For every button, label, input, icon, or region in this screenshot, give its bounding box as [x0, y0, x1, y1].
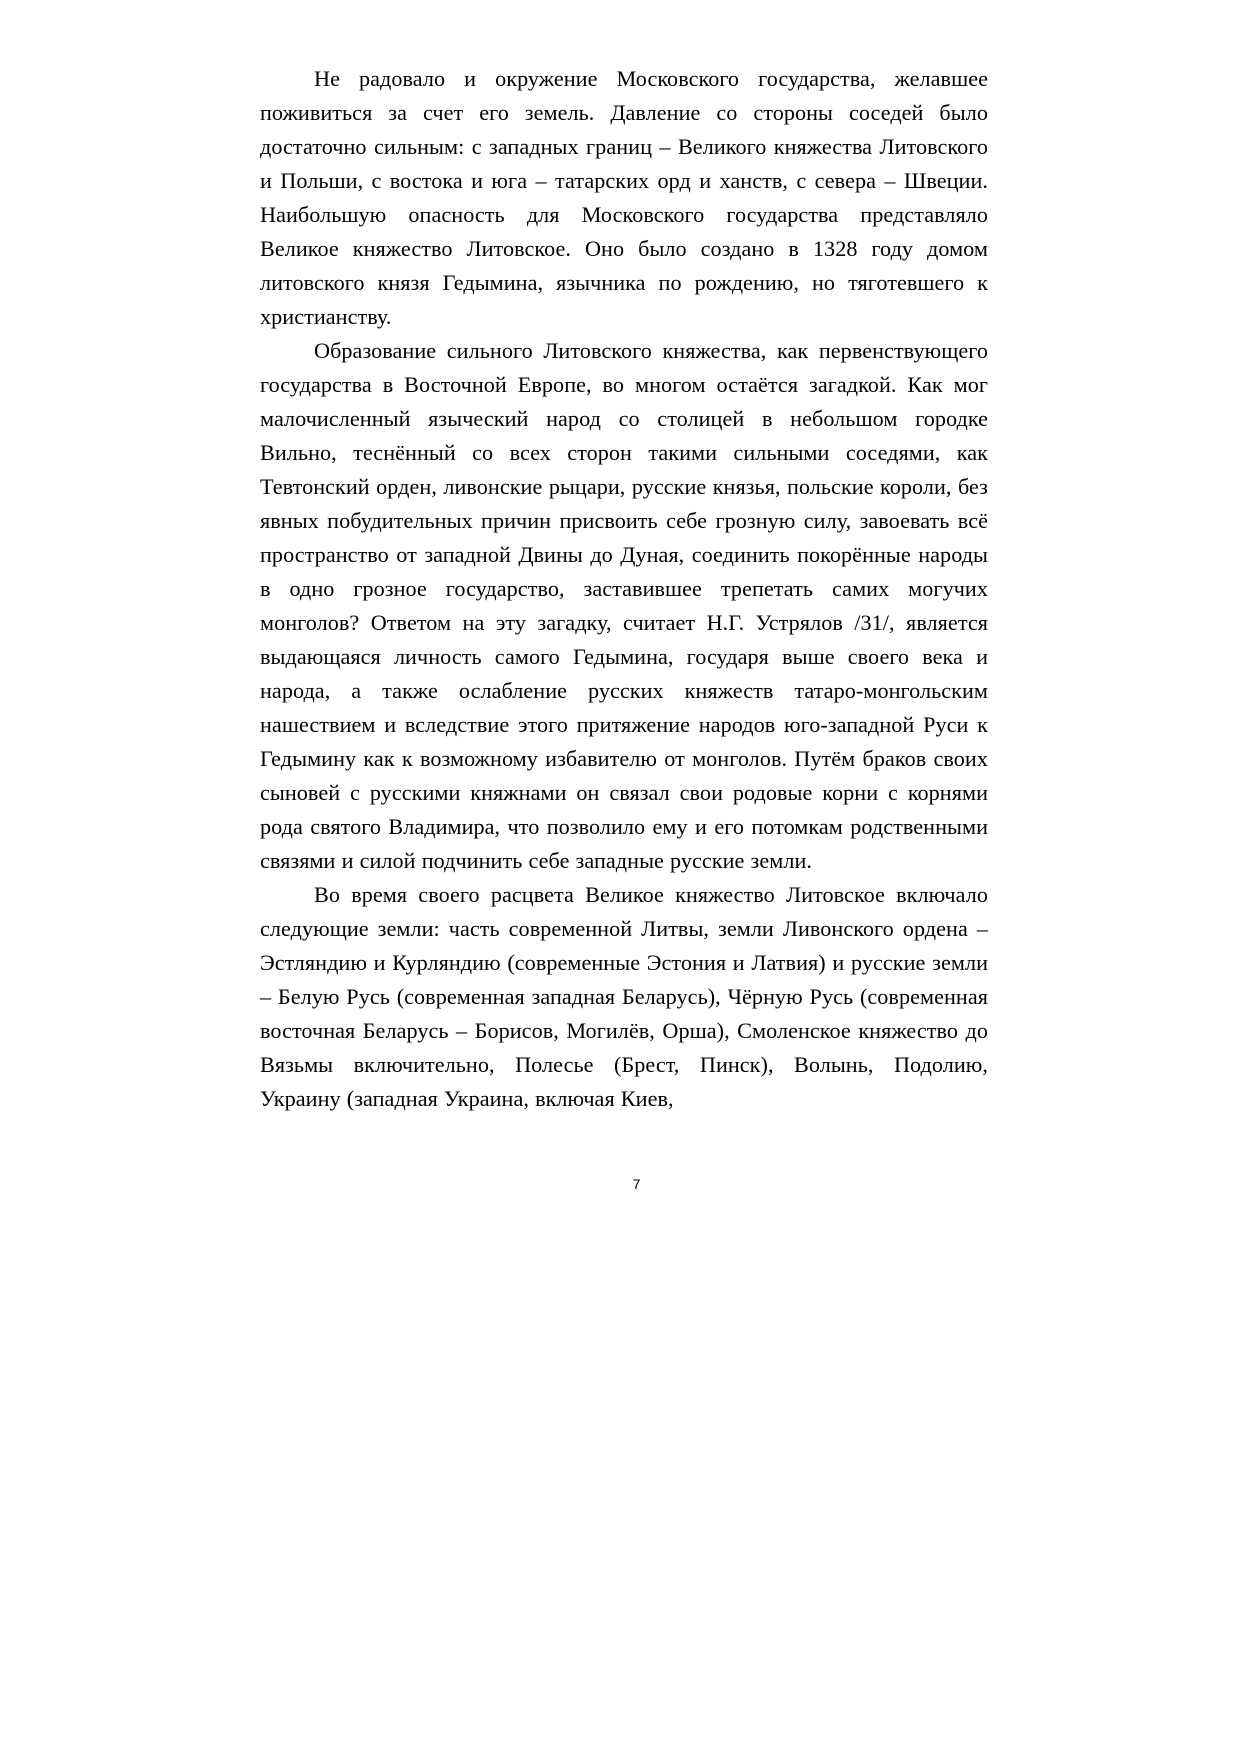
- page-number: 7: [632, 1176, 641, 1192]
- paragraph-3: Во время своего расцвета Великое княжество Литовское включало следующие земли: часть современной Литвы, земли Ливонского ордена – Эстляндию и Курляндию (современные Эстония и Латвия) и русские земли – Белую Русь (современная западная Беларусь), Чёрную Русь (современная восточная Беларусь – Борисов, Могилёв, Орша), Смоленское княжество до Вязьмы включительно, Полесье (Брест, Пинск), Волынь, Подолию, Украину (западная Украина, включая Киев,: [260, 882, 988, 1111]
- paragraph-1: Не радовало и окружение Московского государства, желавшее поживиться за счет его земель. Давление со стороны соседей было достаточно сильным: с западных границ – Великого княжества Литовского и Польши, с востока и юга – татарских орд и ханств, с севера – Швеции. Наибольшую опасность для Московского государства представляло Великое княжество Литовское. Оно было создано в 1328 году домом литовского князя Гедымина, язычника по рождению, но тяготевшего к христианству.: [260, 66, 988, 329]
- page-body: [260, 62, 988, 1116]
- paragraph-2: Образование сильного Литовского княжества, как первенствующего государства в Восточной Европе, во многом остаётся загадкой. Как мог малочисленный языческий народ со столицей в небольшом городке Вильно, теснённый со всех сторон такими сильными соседями, как Тевтонский орден, ливонские рыцари, русские князья, польские короли, без явных побудительных причин присвоить себе грозную силу, завоевать всё пространство от западной Двины до Дуная, соединить покорённые народы в одно грозное государство, заставившее трепетать самих могучих монголов? Ответом на эту загадку, считает Н.Г. Устрялов /31/, является выдающаяся личность самого Гедымина, государя выше своего века и народа, а также ослабление русских княжеств татаро-монгольским нашествием и вследствие этого притяжение народов юго-западной Руси к Гедымину как к возможному избавителю от монголов. Путём браков своих сыновей с русскими княжнами он связал свои родовые корни с корнями рода святого Владимира, что позволило ему и его потомкам родственными связями и силой подчинить себе западные русские земли.: [260, 338, 988, 873]
